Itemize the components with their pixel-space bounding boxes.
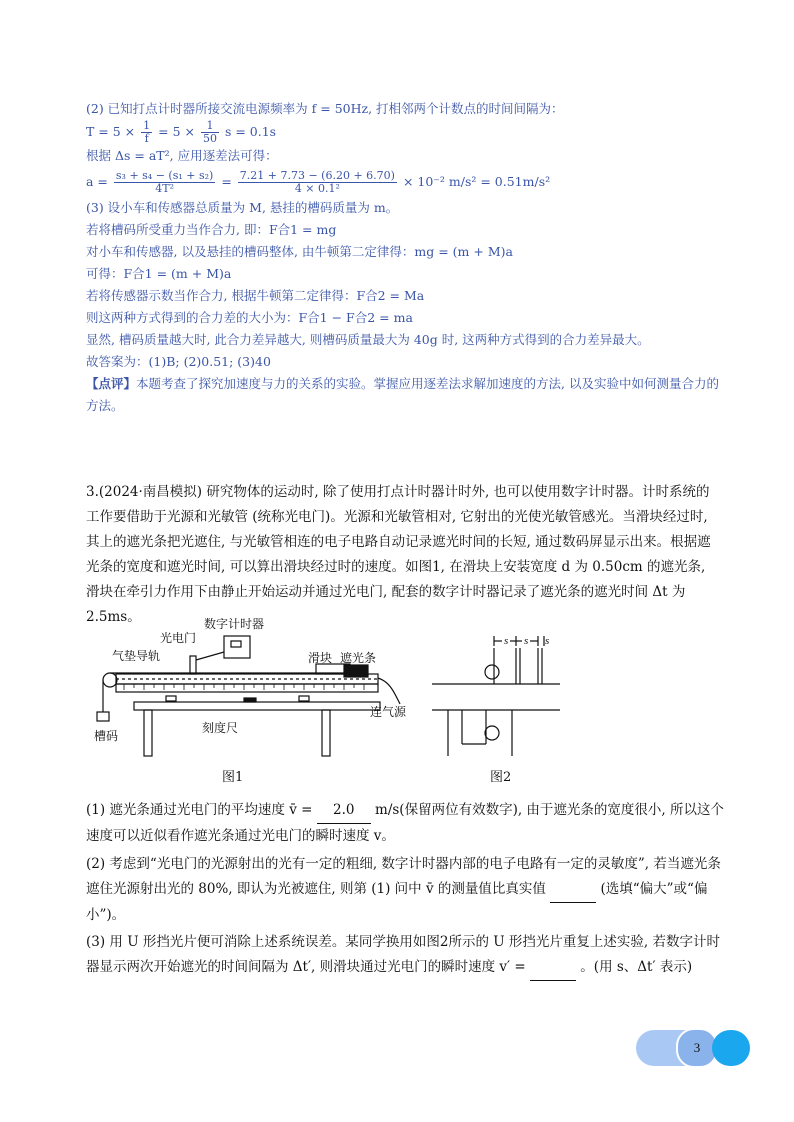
formula-part: T = 5 × [86, 124, 136, 139]
sub2-suffix: (选填“偏大”或“偏小”)。 [86, 881, 708, 923]
s-label: s [545, 635, 550, 647]
solution-formula-period [86, 120, 726, 145]
sub1-answer-blank[interactable]: 2.0 [317, 798, 371, 824]
formula-part: = 5 × [158, 124, 195, 139]
label-weight: 槽码 [94, 729, 119, 743]
numerator: 7.21 + 7.73 − (6.20 + 6.70) [239, 169, 395, 182]
label-timer: 数字计时器 [204, 617, 265, 631]
ruler [116, 684, 378, 692]
label-air: 连气源 [370, 705, 407, 719]
denominator: 4 × 0.1² [294, 182, 340, 195]
s-label: s [504, 635, 509, 647]
figure-2-u-shutter [432, 632, 562, 762]
page-badge-dark [712, 1030, 750, 1066]
sub1-suffix: m/s(保留两位有效数字), 由于遮光条的宽度很小, 所以这个速度可以近似看作遮光条通过光电门的瞬时速度 v。 [86, 802, 725, 844]
sub1-prefix: (1) 遮光条通过光电门的平均速度 v̄ = [86, 802, 313, 818]
solution-line: 根据 Δs = aT², 应用逐差法可得： [86, 148, 278, 163]
shading-strip-icon [344, 665, 368, 677]
figure-2-caption: 图2 [490, 770, 512, 785]
sub2-text: (2) 考虑到“光电门的光源射出的光有一定的粗细, 数字计时器内部的电子电路有一定的灵敏度”, 若当遮光条遮住光源射出光的 80%, 即认为光被遮住, 则第 (1) 问中 v̄ 的测量值比真实值 [86, 856, 721, 897]
solution-comment [86, 373, 722, 417]
sub3-suffix: 。(用 s、Δt′ 表示) [580, 959, 693, 975]
solution-formula-accel [86, 167, 726, 197]
pulley-icon [103, 673, 117, 687]
comment-text: 本题考查了探究加速度与力的关系的实验。掌握应用逐差法求解加速度的方法, 以及实验中如何测量合力的方法。 [86, 376, 719, 413]
label-ruler: 刻度尺 [202, 721, 239, 735]
solution-line: (2) 已知打点计时器所接交流电源频率为 f = 50Hz, 打相邻两个计数点的时间间隔为： [86, 101, 564, 116]
solution-line: 则这两种方式得到的合力差的大小为：F合1 − F合2 = ma [86, 310, 413, 325]
sub2-answer-blank[interactable] [550, 877, 596, 903]
formula-part: × 10⁻² m/s² = 0.51m/s² [402, 174, 551, 189]
solution-line: (3) 设小车和传感器总质量为 M, 悬挂的槽码质量为 m。 [86, 200, 399, 215]
denominator: 4T² [155, 182, 174, 195]
s-label: s [524, 635, 529, 647]
figure-1-air-track [94, 612, 414, 792]
weight-icon [97, 712, 109, 721]
sub-question-1 [86, 798, 726, 849]
question-3 [86, 480, 722, 630]
fraction [141, 120, 152, 145]
photogate-icon [190, 656, 196, 674]
solution-line: 若将槽码所受重力当作合力, 即：F合1 = mg [86, 222, 337, 237]
table-top [134, 702, 380, 710]
formula-part: s = 0.1s [224, 124, 277, 139]
label-strip: 遮光条 [340, 651, 377, 665]
solution-block [86, 98, 726, 417]
fraction [114, 170, 215, 195]
denominator: f [144, 132, 149, 145]
sub3-text: (3) 用 U 形挡光片便可消除上述系统误差。某同学换用如图2所示的 U 形挡光片重复上述实验, 若数字计时器显示两次开始遮光的时间间隔为 Δt′, 则滑块通过光电门的瞬时速度 v′ = [86, 934, 721, 975]
fraction [201, 120, 219, 145]
label-gate: 光电门 [160, 631, 197, 645]
fraction [238, 170, 397, 195]
solution-line: 可得：F合1 = (m + M)a [86, 266, 232, 281]
label-rail: 气垫导轨 [112, 649, 161, 663]
figure-1-caption: 图1 [222, 770, 244, 785]
numerator: 1 [143, 119, 151, 132]
sub-question-2 [86, 852, 726, 928]
question-text: 研究物体的运动时, 除了使用打点计时器计时外, 也可以使用数字计时器。计时系统的工作要借助于光源和光敏管 (统称光电门)。光源和光敏管相对, 它射出的光使光敏管感光。当滑块经过时, 其上的遮光条把光遮住, 与光敏管相连的电子电路自动记录遮光时间的长短, 通过数码屏显示出来。根据遮光条的宽度和遮光时间, 可以算出滑块经过时的速度。如图1, 在滑块上安装宽度 d 为 0.50cm 的遮光条, 滑块在牵引力作用下由静止开始运动并通过光电门, 配套的数字计时器记录了遮光条的遮光时间 Δt 为 2.5ms。 [86, 484, 711, 625]
numerator: s₃ + s₄ − (s₁ + s₂) [115, 169, 214, 182]
denominator: 50 [202, 132, 217, 145]
sub3-answer-blank[interactable] [530, 955, 576, 981]
solution-line: 显然, 槽码质量越大时, 此合力差异越大, 则槽码质量最大为 40g 时, 这两种方式得到的合力差异最大。 [86, 332, 650, 347]
label-slider: 滑块 [308, 651, 333, 665]
question-number: 3. [86, 484, 99, 500]
numerator: 1 [201, 120, 219, 133]
formula-part: a = [86, 174, 108, 189]
solution-line: 若将传感器示数当作合力, 根据牛顿第二定律得：F合2 = Ma [86, 288, 425, 303]
solution-answer: 故答案为：(1)B; (2)0.51; (3)40 [86, 354, 271, 369]
formula-part: = [221, 174, 232, 189]
question-paragraph [86, 480, 722, 630]
question-source: (2024·南昌模拟) [98, 484, 203, 500]
sub-question-3 [86, 930, 726, 981]
lens-icon [485, 665, 499, 679]
solution-line: 对小车和传感器, 以及悬挂的槽码整体, 由牛顿第二定律得：mg = (m + M)a [86, 244, 513, 259]
page-number: 3 [693, 1040, 701, 1055]
comment-tag: 【点评】 [86, 376, 137, 391]
